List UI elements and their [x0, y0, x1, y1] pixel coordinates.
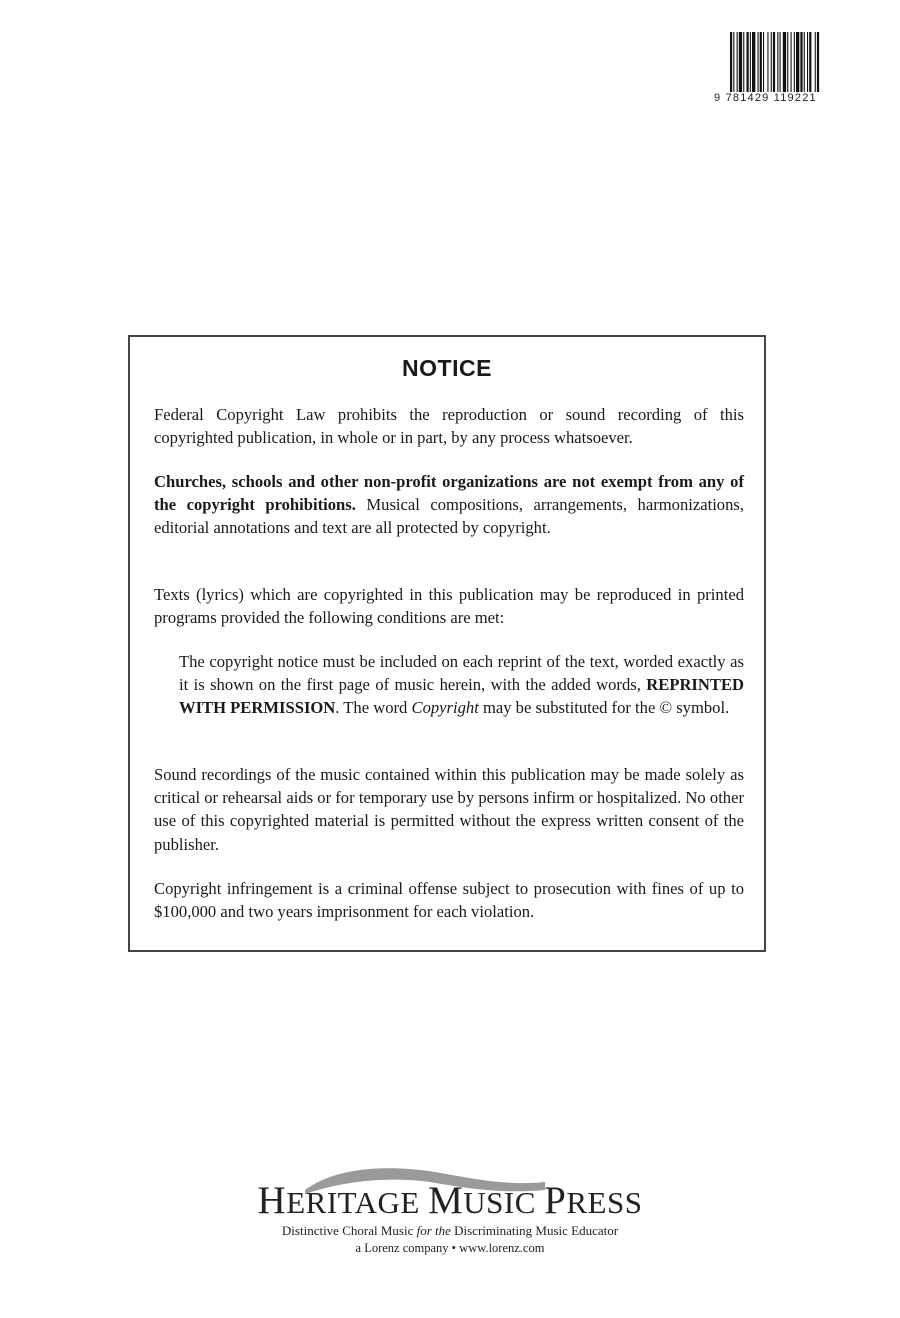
notice-paragraph-2-rest: Musical compositions, arrangements, harmonizations, editorial annotations and text are all protected by copyright.: [154, 495, 744, 538]
publisher-tagline: Distinctive Choral Music for the Discriminating Music Educator: [281, 1223, 619, 1238]
notice-paragraph-4-a: The copyright notice must be included on each reprint of the text, worded exactly as it is shown on the first page of music herein, with the added words,: [179, 652, 744, 695]
notice-paragraph-4: [179, 650, 744, 720]
notice-paragraph-4-c: may be substituted for the © symbol.: [478, 698, 730, 718]
notice-title: NOTICE: [402, 355, 492, 381]
notice-paragraph-2-bold: Churches, schools and other non-profit organizations are not exempt from any of the copyright prohibitions.: [154, 472, 744, 515]
barcode: [730, 32, 858, 92]
notice-paragraph-4-bold: REPRINTED WITH PERMISSION: [179, 675, 744, 718]
notice-paragraph-6: Copyright infringement is a criminal offense subject to prosecution with fines of up to $100,000 and two years imprisonment for each violation.: [154, 879, 744, 922]
notice-paragraph-5: Sound recordings of the music contained within this publication may be made solely as critical or rehearsal aids or for temporary use by persons infirm or hospitalized. No other use of this copyrighted material is permitted without the express written consent of the publisher.: [154, 765, 744, 854]
notice-paragraph-1: Federal Copyright Law prohibits the reproduction or sound recording of this copyrighted publication, in whole or in part, by any process whatsoever.: [154, 405, 744, 448]
publisher-name: HERITAGE MUSIC PRESS: [257, 1179, 643, 1222]
notice-box: [128, 335, 766, 952]
notice-paragraph-2: [154, 470, 744, 540]
notice-paragraph-3: Texts (lyrics) which are copyrighted in this publication may be reproduced in printed programs provided the following conditions are met:: [154, 585, 744, 628]
publisher-company: a Lorenz company • www.lorenz.com: [355, 1241, 545, 1255]
publisher-logo: [200, 1160, 700, 1270]
notice-paragraph-4-italic: Copyright: [411, 698, 479, 718]
notice-paragraph-4-b: . The word: [335, 698, 412, 718]
barcode-number: 9 781429 119221: [714, 92, 817, 104]
